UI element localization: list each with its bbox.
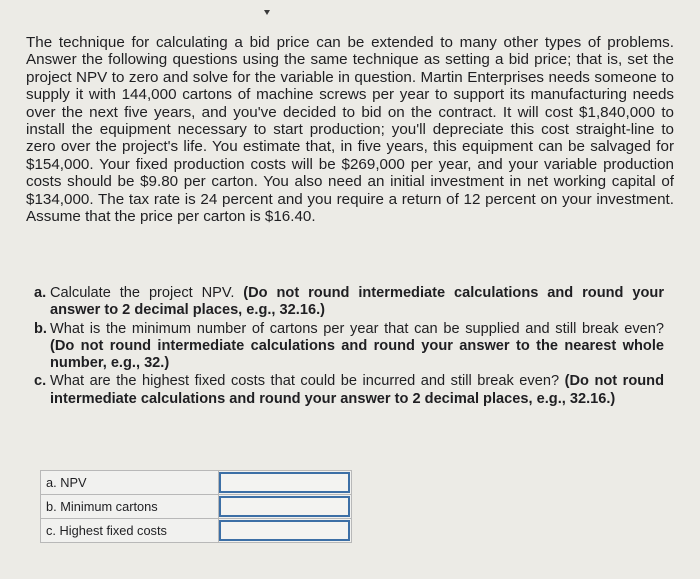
answer-row-fixed-costs (41, 519, 352, 543)
caret-down-icon (264, 10, 270, 15)
question-instruction: (Do not round intermediate calculations and round your answer to 2 decimal places, e.g., 32.16.) (50, 285, 664, 319)
answer-row-npv (41, 471, 352, 495)
question-c (34, 373, 664, 408)
question-a (34, 285, 664, 320)
answer-label: a. NPV (41, 471, 219, 495)
question-text: Calculate the project NPV. (50, 285, 244, 301)
minimum-cartons-input[interactable] (219, 496, 350, 517)
highest-fixed-costs-input[interactable] (219, 520, 350, 541)
question-list (34, 285, 664, 409)
answer-table (40, 470, 352, 543)
answer-label: c. Highest fixed costs (41, 519, 219, 543)
npv-input[interactable] (219, 472, 350, 493)
answer-row-min-cartons (41, 495, 352, 519)
question-instruction: (Do not round intermediate calculations and round your answer to 2 decimal places, e.g., 32.16.) (50, 373, 664, 407)
question-text: What is the minimum number of cartons per year that can be supplied and still break even? (50, 320, 664, 337)
question-text: What are the highest fixed costs that could be incurred and still break even? (50, 373, 565, 390)
problem-statement: The technique for calculating a bid price can be extended to many other types of problems. Answer the following questions using the same technique as setting a bid price; that is, set the project NPV to zero and solve for the variable in question. Martin Enterprises needs someone to supply it with 144,000 cartons of machine screws per year to support its manufacturing needs over the next five years, and you've decided to bid on the contract. It will cost $1,840,000 to install the equipment necessary to start production; you'll depreciate this cost straight-line to zero over the project's life. You estimate that, in five years, this equipment can be salvaged for $154,000. Your fixed production costs will be $269,000 per year, and your variable production costs should be $9.80 per carton. You also need an initial investment in net working capital of $134,000. The tax rate is 24 percent and you require a return of 12 percent on your investment. Assume that the price per carton is $16.40. (26, 34, 674, 226)
question-letter: b. (34, 320, 47, 337)
answer-label: b. Minimum cartons (41, 495, 219, 519)
question-instruction: (Do not round intermediate calculations and round your answer to the nearest whole number, e.g., 32.) (50, 337, 664, 372)
question-letter: c. (34, 373, 47, 390)
question-letter: a. (34, 285, 47, 301)
question-b (34, 321, 664, 373)
